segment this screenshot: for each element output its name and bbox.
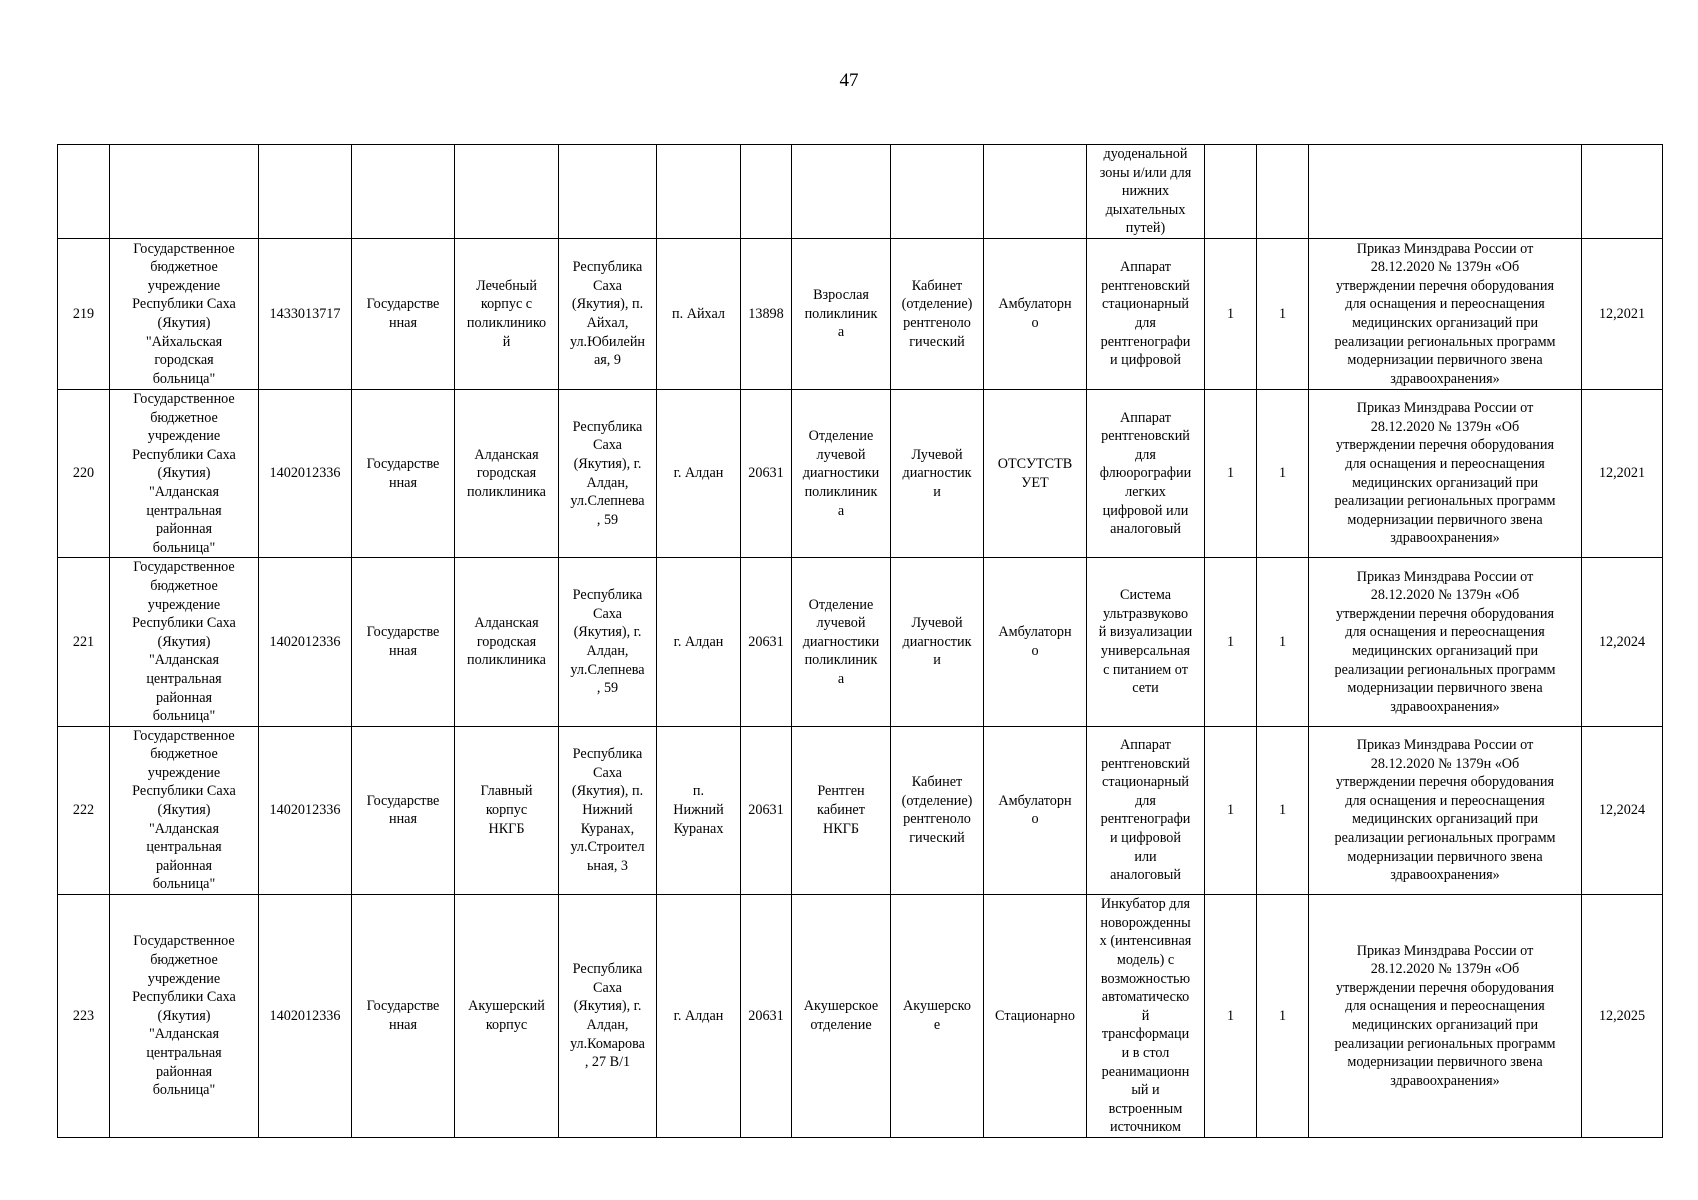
equipment-table	[57, 144, 1663, 1138]
cell-equipment: Аппарат рентгеновский стационарный для рентгенографи и цифровой	[1087, 239, 1205, 390]
cell-organization: Государственное бюджетное учреждение Республики Саха (Якутия) "Айхальская городская больница"	[110, 239, 259, 390]
cell-department: Взрослая поликлиник а	[792, 239, 891, 390]
cell-quantity: 1	[1205, 239, 1257, 390]
cell-inn: 1402012336	[259, 558, 352, 726]
cell-address: Республика Саха (Якутия), г. Алдан, ул.Слепнева , 59	[559, 390, 657, 558]
cell-ownership: Государстве нная	[352, 558, 455, 726]
table-row	[58, 895, 1663, 1138]
cell-quantity: 1	[1257, 895, 1309, 1138]
cell-condition: Стационарно	[984, 895, 1087, 1138]
cell-building: Алданская городская поликлиника	[455, 390, 559, 558]
cell-settlement: п. Нижний Куранах	[657, 726, 741, 894]
cell-date: 12,2021	[1582, 390, 1663, 558]
cell-address: Республика Саха (Якутия), п. Нижний Куранах, ул.Строител ьная, 3	[559, 726, 657, 894]
cell-quantity: 1	[1257, 726, 1309, 894]
page-number: 47	[839, 70, 859, 91]
cell-department: Рентген кабинет НКГБ	[792, 726, 891, 894]
table-row	[58, 239, 1663, 390]
cell-department: Отделение лучевой диагностики поликлиник а	[792, 558, 891, 726]
cell-number: 221	[58, 558, 110, 726]
cell-ownership: Государстве нная	[352, 895, 455, 1138]
cell-equipment: Инкубатор для новорожденны х (интенсивная модель) с возможностью автоматическо й трансформаци и в стол реанимационн ый и встроенным источником	[1087, 895, 1205, 1138]
cell-address: Республика Саха (Якутия), г. Алдан, ул.Комарова , 27 В/1	[559, 895, 657, 1138]
cell-number: 220	[58, 390, 110, 558]
cell-date: 12,2021	[1582, 239, 1663, 390]
cell-basis: Приказ Минздрава России от 28.12.2020 № 1379н «Об утверждении перечня оборудования для оснащения и переоснащения медицинских организаций при реализации региональных программ модернизации первичного звена здравоохранения»	[1309, 726, 1582, 894]
cell-ownership: Государстве нная	[352, 390, 455, 558]
cell-population: 20631	[741, 390, 792, 558]
cell-quantity: 1	[1205, 895, 1257, 1138]
cell-building: Алданская городская поликлиника	[455, 558, 559, 726]
cell-address: Республика Саха (Якутия), г. Алдан, ул.Слепнева , 59	[559, 558, 657, 726]
cell-organization: Государственное бюджетное учреждение Республики Саха (Якутия) "Алданская центральная районная больница"	[110, 895, 259, 1138]
cell-quantity: 1	[1257, 558, 1309, 726]
cell-quantity: 1	[1205, 726, 1257, 894]
cell-cabinet: Лучевой диагностик и	[891, 390, 984, 558]
cell-building: Главный корпус НКГБ	[455, 726, 559, 894]
cell-building: Акушерский корпус	[455, 895, 559, 1138]
cell-equipment	[1087, 145, 1205, 239]
table-row	[58, 390, 1663, 558]
cell-basis: Приказ Минздрава России от 28.12.2020 № 1379н «Об утверждении перечня оборудования для оснащения и переоснащения медицинских организаций при реализации региональных программ модернизации первичного звена здравоохранения»	[1309, 895, 1582, 1138]
cell-basis: Приказ Минздрава России от 28.12.2020 № 1379н «Об утверждении перечня оборудования для оснащения и переоснащения медицинских организаций при реализации региональных программ модернизации первичного звена здравоохранения»	[1309, 239, 1582, 390]
cell-condition: Амбулаторн о	[984, 558, 1087, 726]
cell-date: 12,2024	[1582, 726, 1663, 894]
cell-organization: Государственное бюджетное учреждение Республики Саха (Якутия) "Алданская центральная районная больница"	[110, 390, 259, 558]
cell-department: Акушерское отделение	[792, 895, 891, 1138]
cell-quantity: 1	[1205, 558, 1257, 726]
cell-quantity: 1	[1257, 239, 1309, 390]
cell-organization: Государственное бюджетное учреждение Республики Саха (Якутия) "Алданская центральная районная больница"	[110, 558, 259, 726]
cell-inn: 1402012336	[259, 895, 352, 1138]
cell-organization: Государственное бюджетное учреждение Республики Саха (Якутия) "Алданская центральная районная больница"	[110, 726, 259, 894]
cell-number: 223	[58, 895, 110, 1138]
cell-inn: 1402012336	[259, 390, 352, 558]
cell-population: 20631	[741, 895, 792, 1138]
cell-number: 222	[58, 726, 110, 894]
cell-department: Отделение лучевой диагностики поликлиник а	[792, 390, 891, 558]
cell-date: 12,2024	[1582, 558, 1663, 726]
cell-settlement: г. Алдан	[657, 895, 741, 1138]
cell-basis: Приказ Минздрава России от 28.12.2020 № 1379н «Об утверждении перечня оборудования для оснащения и переоснащения медицинских организаций при реализации региональных программ модернизации первичного звена здравоохранения»	[1309, 558, 1582, 726]
cell-equipment: Система ультразвуково й визуализации универсальная с питанием от сети	[1087, 558, 1205, 726]
table-row	[58, 558, 1663, 726]
cell-population: 20631	[741, 558, 792, 726]
cell-cabinet: Кабинет (отделение) рентгеноло гический	[891, 239, 984, 390]
cell-condition: ОТСУТСТВ УЕТ	[984, 390, 1087, 558]
cell-condition: Амбулаторн о	[984, 239, 1087, 390]
cell-settlement: п. Айхал	[657, 239, 741, 390]
cell-inn: 1402012336	[259, 726, 352, 894]
cell-equipment-text: дуоденальной зоны и/или для нижних дыхательных путей)	[1099, 146, 1192, 237]
cell-settlement: г. Алдан	[657, 390, 741, 558]
cell-address: Республика Саха (Якутия), п. Айхал, ул.Юбилейн ая, 9	[559, 239, 657, 390]
cell-building: Лечебный корпус с поликлинико й	[455, 239, 559, 390]
cell-inn: 1433013717	[259, 239, 352, 390]
table-row-continuation	[58, 145, 1663, 239]
cell-equipment: Аппарат рентгеновский стационарный для рентгенографи и цифровой или аналоговый	[1087, 726, 1205, 894]
cell-settlement: г. Алдан	[657, 558, 741, 726]
table-row	[58, 726, 1663, 894]
cell-date: 12,2025	[1582, 895, 1663, 1138]
cell-population: 20631	[741, 726, 792, 894]
cell-quantity: 1	[1257, 390, 1309, 558]
cell-number: 219	[58, 239, 110, 390]
cell-population: 13898	[741, 239, 792, 390]
cell-cabinet: Лучевой диагностик и	[891, 558, 984, 726]
cell-equipment: Аппарат рентгеновский для флюорографии легких цифровой или аналоговый	[1087, 390, 1205, 558]
cell-ownership: Государстве нная	[352, 726, 455, 894]
cell-quantity: 1	[1205, 390, 1257, 558]
cell-cabinet: Кабинет (отделение) рентгеноло гический	[891, 726, 984, 894]
cell-ownership: Государстве нная	[352, 239, 455, 390]
cell-basis: Приказ Минздрава России от 28.12.2020 № 1379н «Об утверждении перечня оборудования для оснащения и переоснащения медицинских организаций при реализации региональных программ модернизации первичного звена здравоохранения»	[1309, 390, 1582, 558]
cell-cabinet: Акушерско е	[891, 895, 984, 1138]
cell-condition: Амбулаторн о	[984, 726, 1087, 894]
